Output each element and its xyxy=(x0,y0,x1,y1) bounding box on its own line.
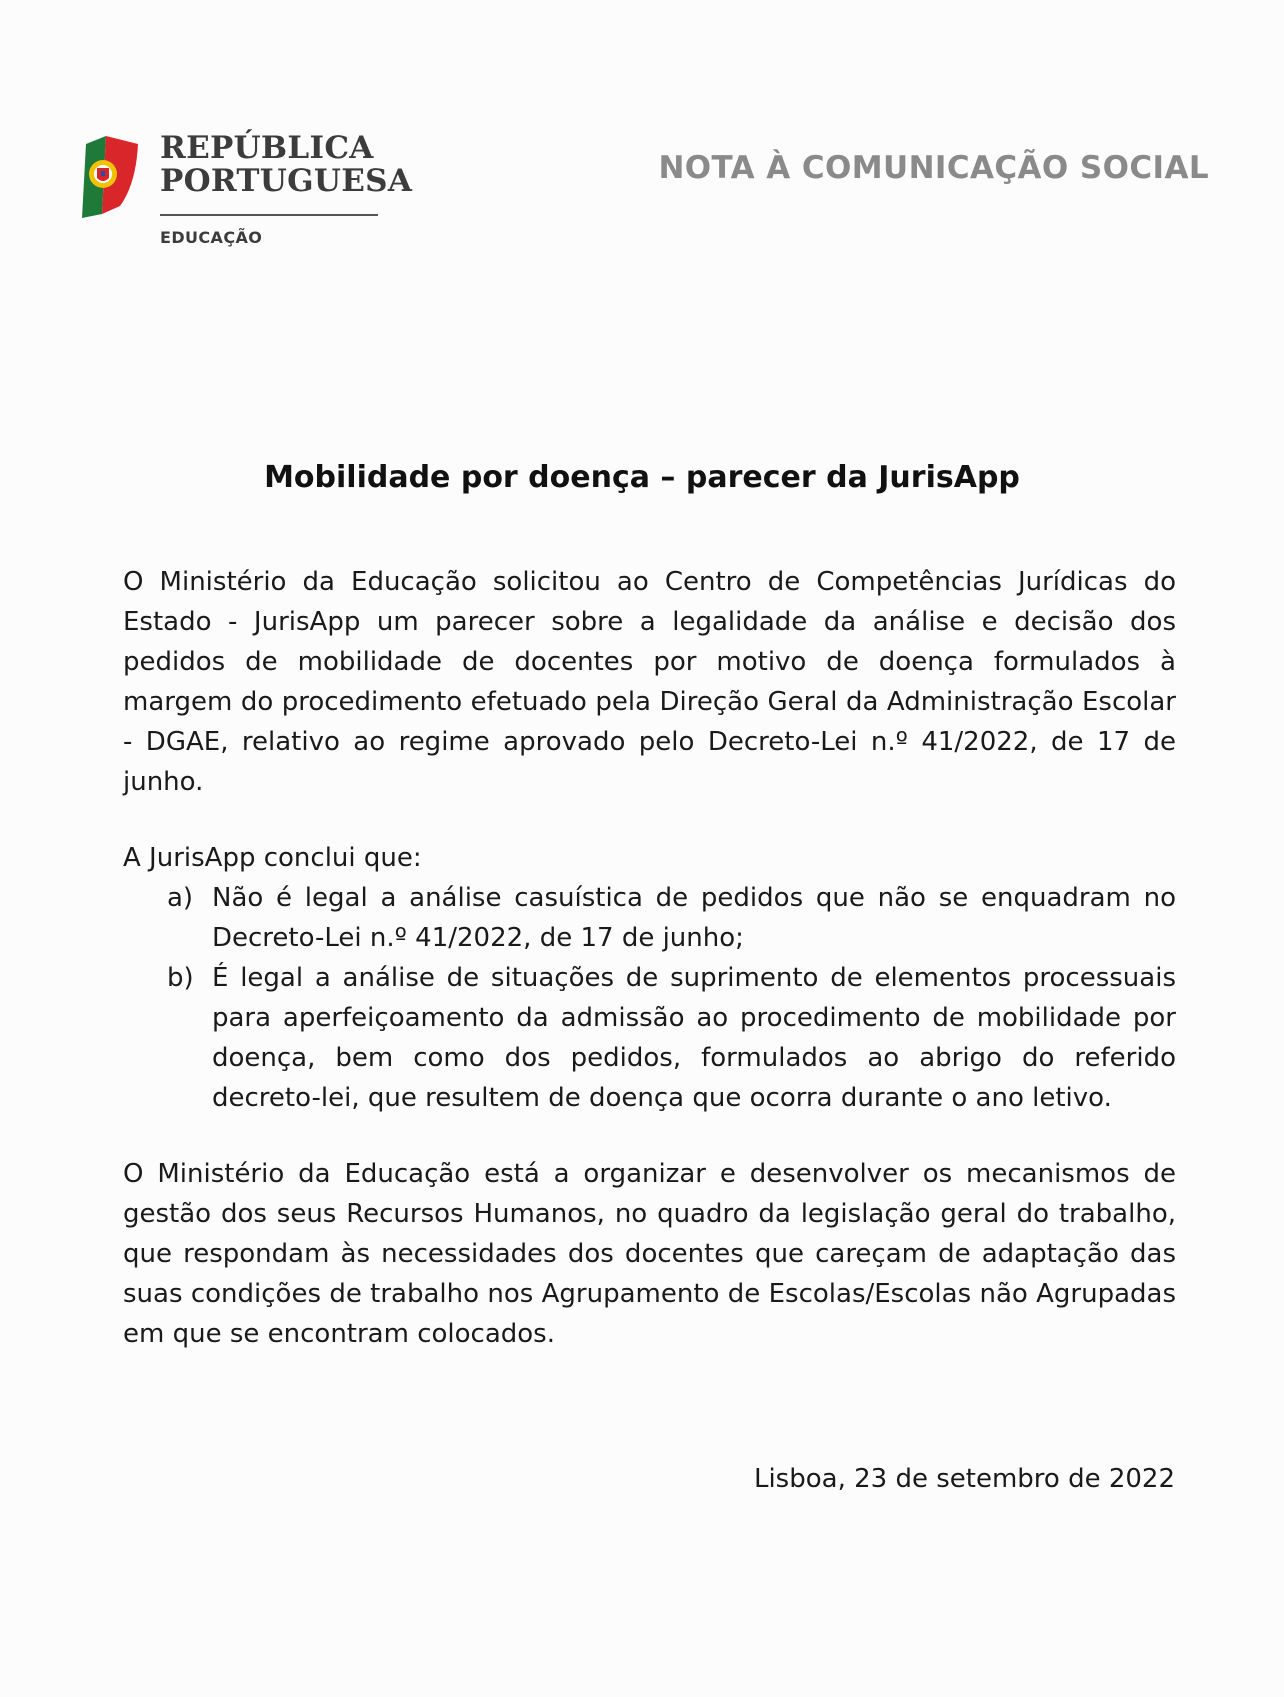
logo-line-1: REPÚBLICA xyxy=(160,130,374,166)
list-item-text: Não é legal a análise casuística de pedidos que não se enquadram no Decreto-Lei n.º 41/2022, de 17 de junho; xyxy=(212,883,1176,953)
document-body xyxy=(123,562,1176,1354)
list-item-marker: a) xyxy=(167,883,194,913)
paragraph-request: O Ministério da Educação solicitou ao Centro de Competências Jurídicas do Estado - JurisApp um parecer sobre a legalidade da análise e decisão dos pedidos de mobilidade de docentes por motivo de doença formulados à margem do procedimento efetuado pela Direção Geral da Administração Escolar - DGAE, relativo ao regime aprovado pelo Decreto-Lei n.º 41/2022, de 17 de junho. xyxy=(123,567,1176,797)
list-item xyxy=(123,958,1176,1118)
logo-divider xyxy=(160,214,378,216)
republica-portuguesa-logo xyxy=(78,130,413,252)
logo-line-2: PORTUGUESA xyxy=(160,163,413,199)
list-item xyxy=(123,878,1176,958)
conclusion-intro: A JurisApp conclui que: xyxy=(123,843,422,873)
list-item-text: É legal a análise de situações de suprimento de elementos processuais para aperfeiçoamento da admissão ao procedimento de mobilidade por doença, bem como dos pedidos, formulados ao abrigo do referido decreto-lei, que resultem de doença que ocorra durante o ano letivo. xyxy=(212,963,1176,1113)
logo-wordmark xyxy=(160,132,412,198)
portuguese-flag-emblem-icon xyxy=(78,134,140,218)
list-item-marker: b) xyxy=(167,963,194,993)
place-date-signoff: Lisboa, 23 de setembro de 2022 xyxy=(753,1464,1175,1494)
logo-department: EDUCAÇÃO xyxy=(160,228,263,247)
paragraph-measures: O Ministério da Educação está a organizar e desenvolver os mecanismos de gestão dos seus Recursos Humanos, no quadro da legislação geral do trabalho, que respondam às necessidades dos docentes que careçam de adaptação das suas condições de trabalho nos Agrupamento de Escolas/Escolas não Agrupadas em que se encontram colocados. xyxy=(123,1159,1176,1349)
conclusion-list xyxy=(123,878,1176,1118)
press-note-label: NOTA À COMUNICAÇÃO SOCIAL xyxy=(658,150,1209,186)
document-title: Mobilidade por doença – parecer da JurisApp xyxy=(264,460,1020,495)
